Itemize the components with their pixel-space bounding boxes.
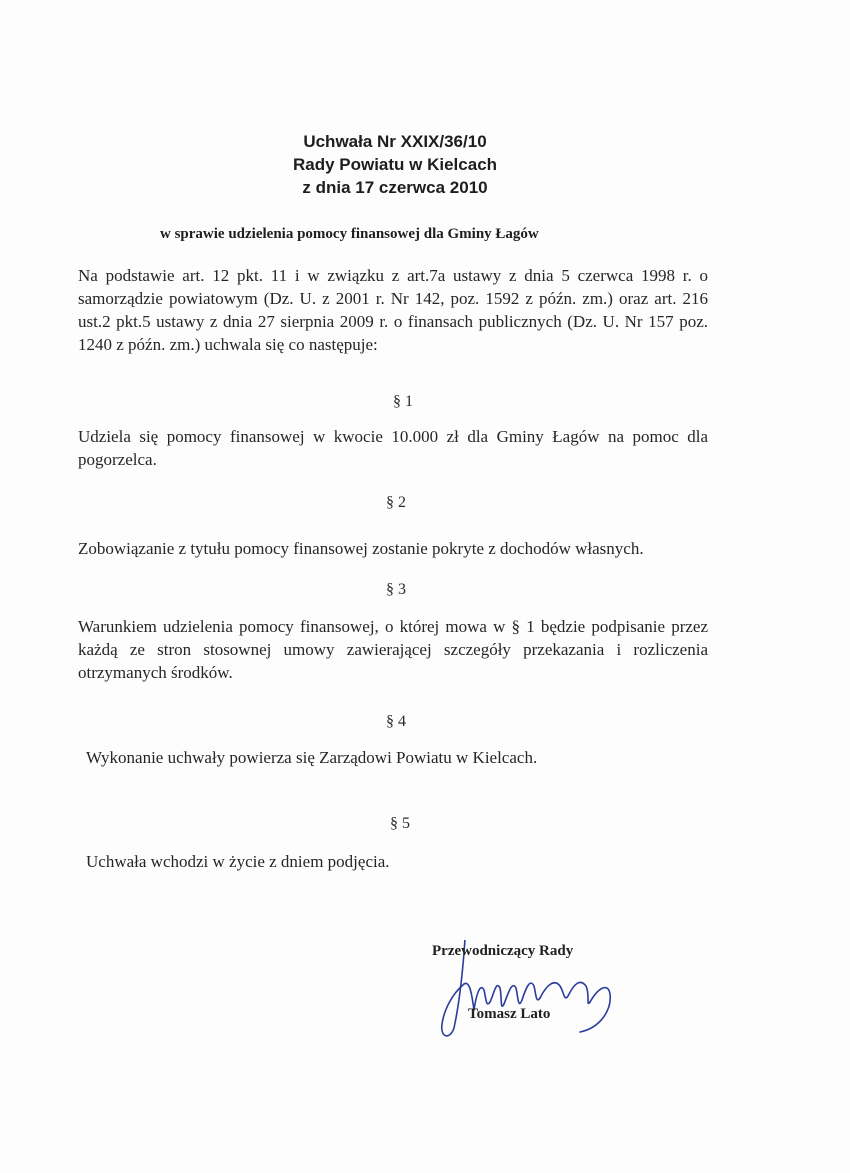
section-text-1: Udziela się pomocy finansowej w kwocie 10.000 zł dla Gminy Łagów na pomoc dla pogorzelca. <box>78 427 708 469</box>
section-mark-3: § 3 <box>386 581 406 598</box>
section-text-4: Wykonanie uchwały powierza się Zarządowi Powiatu w Kielcach. <box>86 748 538 767</box>
resolution-header <box>0 130 790 199</box>
section-text-2: Zobowiązanie z tytułu pomocy finansowej zostanie pokryte z dochodów własnych. <box>78 539 644 558</box>
resolution-date: z dnia 17 czerwca 2010 <box>302 178 488 197</box>
resolution-number: Uchwała Nr XXIX/36/10 <box>303 132 487 151</box>
section-mark-1: § 1 <box>393 393 413 410</box>
section-text-3: Warunkiem udzielenia pomocy finansowej, o której mowa w § 1 będzie podpisanie przez każdą ze stron stosownej umowy zawierającej szczegóły przekazania i rozliczenia otrzymanych środków. <box>78 617 708 682</box>
preamble-text: Na podstawie art. 12 pkt. 11 i w związku z art.7a ustawy z dnia 5 czerwca 1998 r. o samorządzie powiatowym (Dz. U. z 2001 r. Nr 142, poz. 1592 z późn. zm.) oraz art. 216 ust.2 pkt.5 ustawy z dnia 27 sierpnia 2009 r. o finansach publicznych (Dz. U. Nr 157 poz. 1240 z późn. zm.) uchwala się co następuje: <box>78 266 708 354</box>
signature-block <box>430 940 650 1050</box>
council-name: Rady Powiatu w Kielcach <box>292 155 498 174</box>
resolution-subject: w sprawie udzielenia pomocy finansowej dla Gminy Łagów <box>160 226 539 242</box>
section-mark-4: § 4 <box>386 713 406 730</box>
signature-name: Tomasz Lato <box>468 1006 551 1022</box>
signature-title: Przewodniczący Rady <box>432 943 574 959</box>
section-mark-2: § 2 <box>386 494 406 511</box>
section-mark-5: § 5 <box>390 815 410 832</box>
section-text-5: Uchwała wchodzi w życie z dniem podjęcia. <box>86 852 390 871</box>
